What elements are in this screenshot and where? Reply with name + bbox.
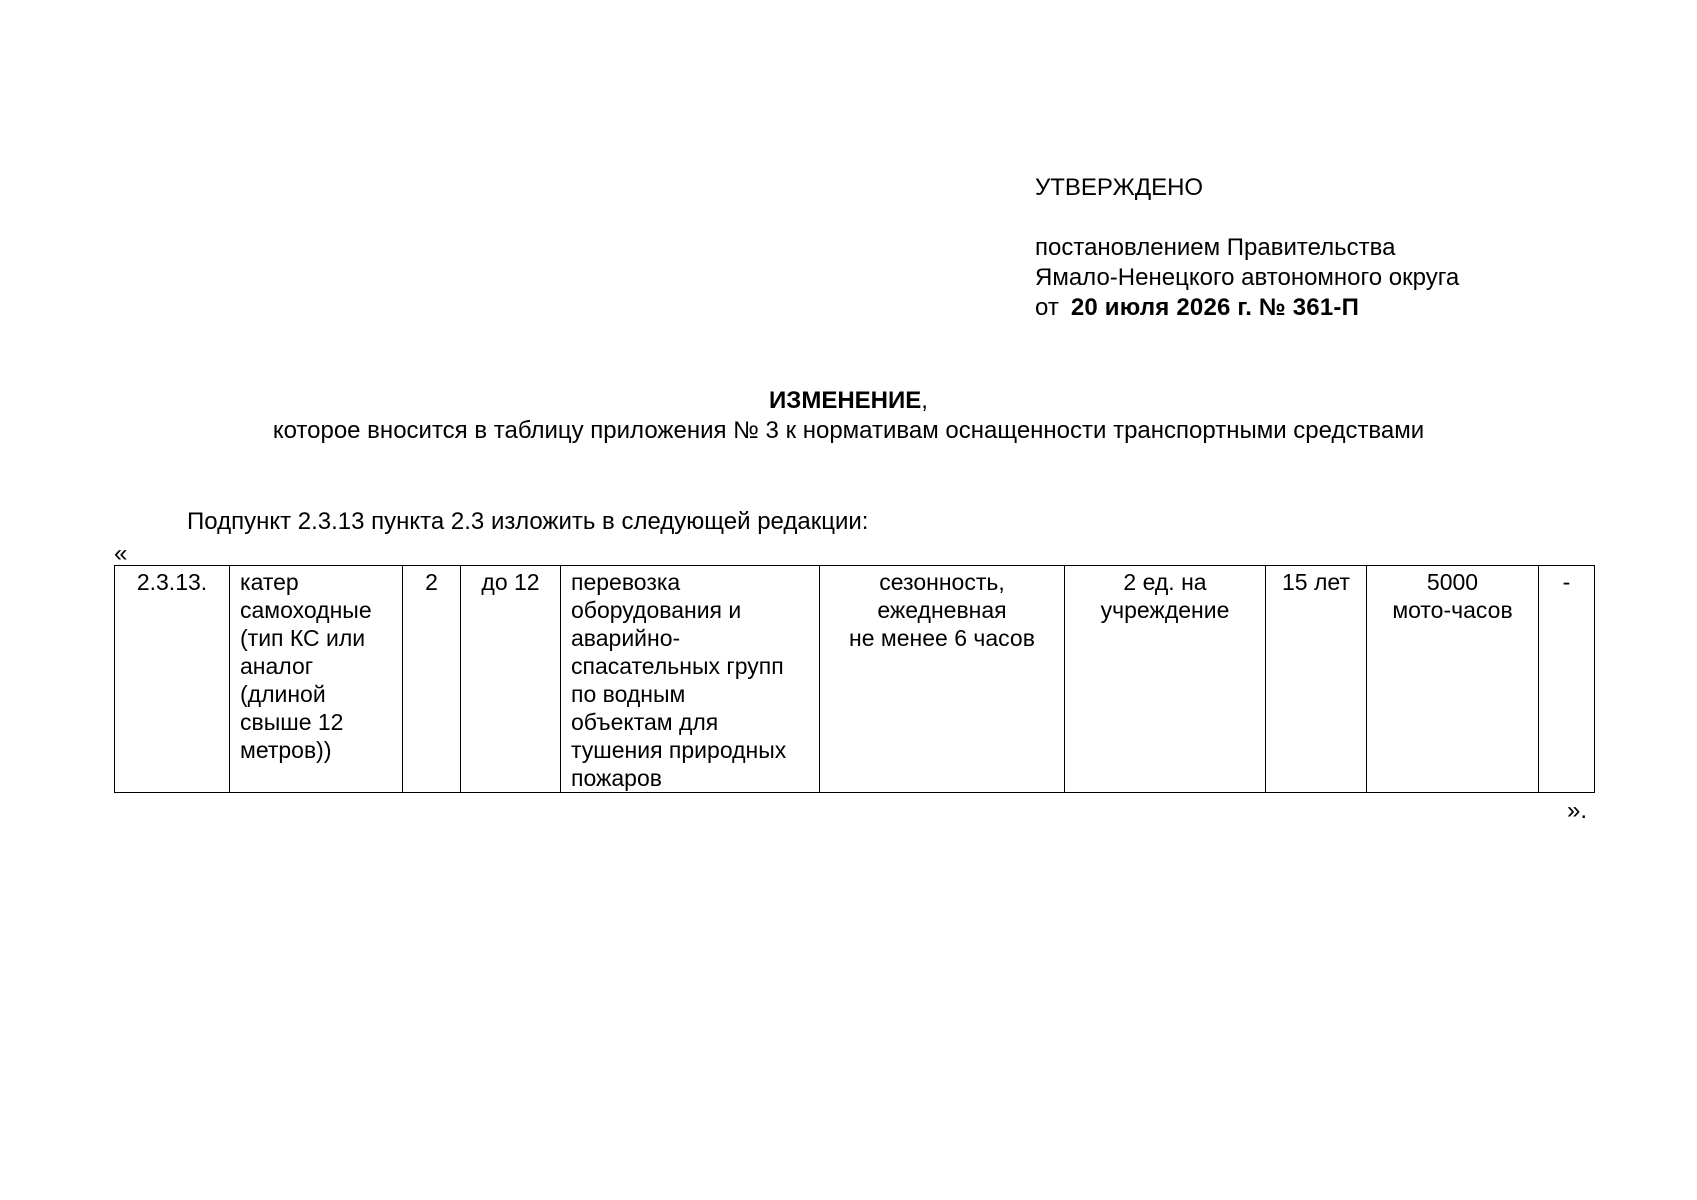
cell-line: ежедневная [877,597,1007,623]
cell-line: 5000 [1426,569,1479,595]
cell-line: катер [240,569,299,595]
cell-number: 2.3.13. [115,566,230,793]
cell-norm [1065,566,1266,793]
cell-quantity: 2 [403,566,461,793]
cell-note: - [1539,566,1595,793]
cell-line: свыше 12 [240,709,344,735]
heading-title: ИЗМЕНЕНИЕ [769,387,922,414]
approval-line-1: постановлением Правительства [1035,234,1396,261]
cell-line: аналог [240,653,314,679]
cell-line: спасательных групп [571,653,784,679]
heading-title-line [0,386,1697,416]
intro-paragraph: Подпункт 2.3.13 пункта 2.3 изложить в следующей редакции: [187,508,869,535]
approval-block [1035,173,1459,323]
heading-title-suffix: , [921,387,928,414]
cell-line: не менее 6 часов [849,625,1035,651]
cell-line: пожаров [571,765,662,791]
cell-capacity: до 12 [461,566,561,793]
cell-line: тушения природных [571,737,787,763]
cell-line: сезонность, [879,569,1005,595]
cell-service-life: 15 лет [1266,566,1367,793]
cell-line: метров)) [240,737,332,763]
document-heading [0,386,1697,446]
cell-line: (длиной [240,681,326,707]
approved-stamp: УТВЕРЖДЕНО [1035,174,1204,201]
cell-resource [1367,566,1539,793]
spacer [1035,203,1459,233]
cell-line: оборудования и [571,597,742,623]
cell-line: учреждение [1100,597,1230,623]
opening-quote: « [114,540,128,567]
approval-line-2: Ямало-Ненецкого автономного округа [1035,264,1460,291]
approval-date-line [1035,293,1459,323]
cell-line: самоходные [240,597,372,623]
cell-name [230,566,403,793]
cell-line: мото-часов [1392,597,1513,623]
cell-line: 2 ед. на [1123,569,1207,595]
cell-line: аварийно- [571,625,681,651]
closing-quote: ». [1567,797,1588,824]
approval-date-prefix: от [1035,294,1059,321]
cell-purpose [561,566,820,793]
amendment-table [114,565,1595,793]
cell-line: перевозка [571,569,681,595]
cell-usage [820,566,1065,793]
cell-line: по водным [571,681,686,707]
cell-line: (тип КС или [240,625,366,651]
cell-line: объектам для [571,709,719,735]
approval-date-value: 20 июля 2026 г. № 361-П [1070,294,1360,321]
heading-subtitle: которое вносится в таблицу приложения № 3 к нормативам оснащенности транспортными средствами [272,417,1425,444]
table-row [115,566,1595,793]
